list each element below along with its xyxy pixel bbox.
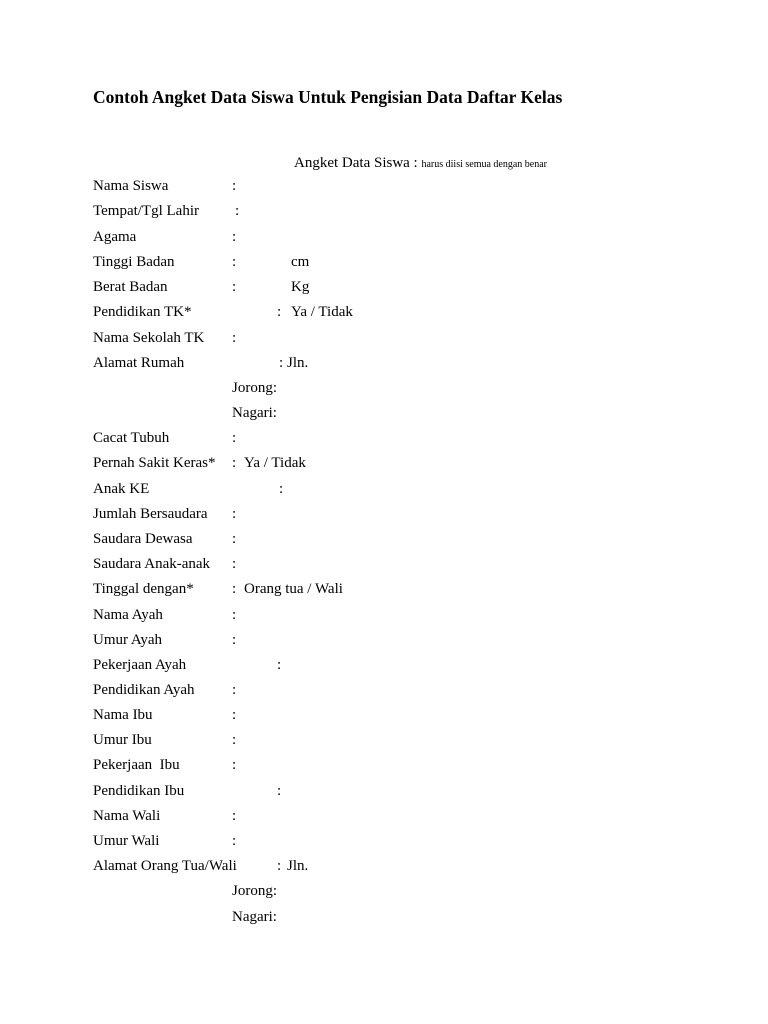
field-label: Anak KE: [93, 481, 150, 497]
form-row: [0, 909, 768, 929]
form-row: [0, 858, 768, 878]
field-separator: :: [232, 229, 237, 245]
form-row: [0, 883, 768, 903]
form-row: [0, 833, 768, 853]
field-label: Nama Siswa: [93, 178, 169, 194]
field-label: Umur Ibu: [93, 732, 152, 748]
form-row: [0, 304, 768, 324]
form-row: [0, 757, 768, 777]
field-label: Alamat Orang Tua/Wali: [93, 858, 237, 874]
field-value: Jln.: [287, 355, 309, 371]
field-value: Nagari:: [232, 909, 277, 925]
field-label: Agama: [93, 229, 137, 245]
field-separator: :: [277, 304, 282, 320]
field-label: Berat Badan: [93, 279, 168, 295]
form-row: [0, 581, 768, 601]
form-row: [0, 531, 768, 551]
field-label: Nama Ayah: [93, 607, 163, 623]
form-row: [0, 229, 768, 249]
form-row: [0, 808, 768, 828]
field-label: Pekerjaan Ayah: [93, 657, 187, 673]
form-row: [0, 657, 768, 677]
form-subtitle-note: harus diisi semua dengan benar: [421, 159, 548, 170]
field-separator: :: [232, 556, 237, 572]
field-label: Pendidikan TK*: [93, 304, 192, 320]
field-label: Pernah Sakit Keras*: [93, 455, 216, 471]
field-label: Saudara Dewasa: [93, 531, 193, 547]
field-value: Orang tua / Wali: [244, 581, 343, 597]
form-row: [0, 279, 768, 299]
field-separator: :: [232, 506, 237, 522]
form-row: [0, 682, 768, 702]
form-row: [0, 707, 768, 727]
field-label: Jumlah Bersaudara: [93, 506, 208, 522]
form-row: [0, 732, 768, 752]
field-value: Ya / Tidak: [244, 455, 306, 471]
field-label: Pendidikan Ibu: [93, 783, 185, 799]
field-separator: :: [232, 279, 237, 295]
field-separator: :: [232, 833, 237, 849]
form-row: [0, 405, 768, 425]
field-separator: :: [232, 178, 237, 194]
field-separator: :: [232, 732, 237, 748]
field-value: Jln.: [287, 858, 309, 874]
field-separator: :: [232, 607, 237, 623]
field-separator: :: [232, 632, 237, 648]
field-label: Saudara Anak-anak: [93, 556, 211, 572]
field-separator: :: [232, 455, 237, 471]
form-row: [0, 783, 768, 803]
field-value: cm: [291, 254, 310, 270]
field-value: Kg: [291, 279, 310, 295]
field-separator: :: [277, 858, 282, 874]
form-row: [0, 506, 768, 526]
form-row: [0, 178, 768, 198]
form-row: [0, 380, 768, 400]
document-title: Contoh Angket Data Siswa Untuk Pengisian Data Daftar Kelas: [93, 87, 563, 107]
form-row: [0, 355, 768, 375]
field-value: Nagari:: [232, 405, 277, 421]
form-subtitle-text: Angket Data Siswa :: [294, 155, 418, 171]
form-row: [0, 556, 768, 576]
field-separator: :: [232, 254, 237, 270]
field-label: Nama Ibu: [93, 707, 153, 723]
field-separator: :: [232, 531, 237, 547]
field-value: Ya / Tidak: [291, 304, 353, 320]
form-row: [0, 607, 768, 627]
field-value: Jorong:: [232, 883, 277, 899]
field-label: Pekerjaan Ibu: [93, 757, 180, 773]
form-row: [0, 330, 768, 350]
field-separator: :: [279, 481, 284, 497]
field-separator: :: [232, 330, 237, 346]
field-separator: :: [235, 203, 240, 219]
form-row: [0, 481, 768, 501]
field-separator: :: [232, 581, 237, 597]
form-row: [0, 430, 768, 450]
field-label: Nama Wali: [93, 808, 161, 824]
field-label: Tinggi Badan: [93, 254, 175, 270]
field-label: Umur Wali: [93, 833, 160, 849]
form-row: [0, 632, 768, 652]
field-label: Nama Sekolah TK: [93, 330, 205, 346]
form-row: [0, 203, 768, 223]
field-label: Pendidikan Ayah: [93, 682, 195, 698]
field-separator: :: [232, 707, 237, 723]
field-separator: :: [232, 757, 237, 773]
field-separator: :: [279, 355, 284, 371]
field-label: Tinggal dengan*: [93, 581, 194, 597]
field-separator: :: [277, 657, 282, 673]
form-row: [0, 254, 768, 274]
field-separator: :: [232, 682, 237, 698]
field-value: Jorong:: [232, 380, 277, 396]
field-separator: :: [232, 808, 237, 824]
form-row: [0, 455, 768, 475]
field-label: Umur Ayah: [93, 632, 163, 648]
field-separator: :: [277, 783, 282, 799]
field-separator: :: [232, 430, 237, 446]
field-label: Tempat/Tgl Lahir: [93, 203, 199, 219]
field-label: Cacat Tubuh: [93, 430, 170, 446]
field-label: Alamat Rumah: [93, 355, 185, 371]
